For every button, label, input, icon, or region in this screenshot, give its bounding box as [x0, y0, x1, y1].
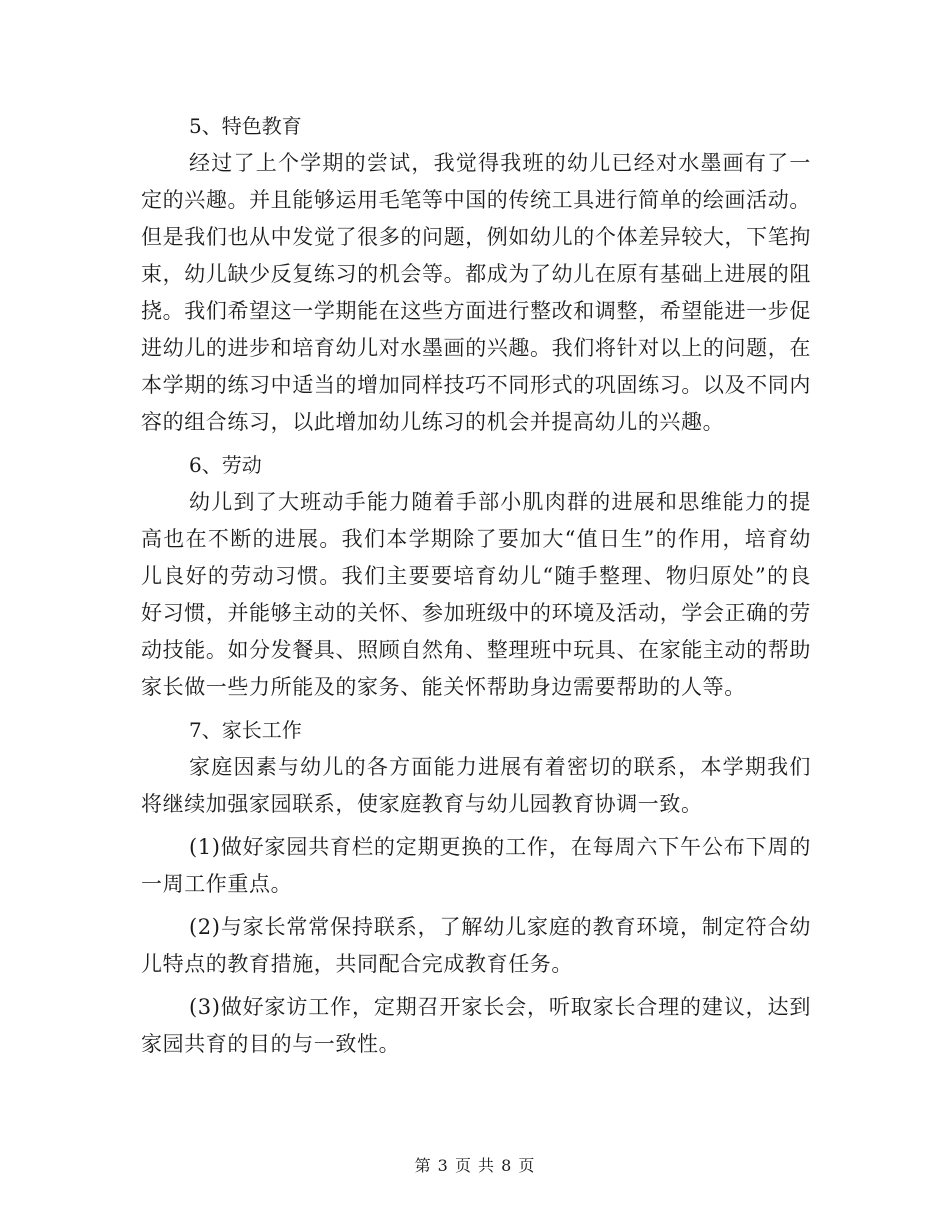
body-paragraph: 幼儿到了大班动手能力随着手部小肌肉群的进展和思维能力的提高也在不断的进展。我们本学期除了要加大“值日生”的作用，培育幼儿良好的劳动习惯。我们主要要培育幼儿“随手整理、物归原处”的良好习惯，并能够主动的关怀、参加班级中的环境及活动，学会正确的劳动技能。如分发餐具、照顾自然角、整理班中玩具、在家能主动的帮助家长做一些力所能及的家务、能关怀帮助身边需要帮助的人等。 [141, 490, 811, 699]
section-special-education [141, 108, 811, 441]
list-item-paragraph: (3)做好家访工作，定期召开家长会，听取家长合理的建议，达到家园共育的目的与一致性。 [141, 995, 811, 1056]
body-paragraph: 家庭因素与幼儿的各方面能力进展有着密切的联系，本学期我们将继续加强家园联系，使家庭教育与幼儿园教育协调一致。 [141, 755, 811, 816]
section-heading: 6、劳动 [189, 453, 262, 477]
page-number-footer: 第 3 页 共 8 页 [414, 1156, 536, 1175]
document-body [141, 108, 811, 1063]
section-heading: 7、家长工作 [189, 718, 302, 742]
section-parent-work [141, 712, 811, 1063]
body-paragraph: 经过了上个学期的尝试，我觉得我班的幼儿已经对水墨画有了一定的兴趣。并且能够运用毛笔等中国的传统工具进行简单的绘画活动。但是我们也从中发觉了很多的问题，例如幼儿的个体差异较大，下笔拘束，幼儿缺少反复练习的机会等。都成为了幼儿在原有基础上进展的阻挠。我们希望这一学期能在这些方面进行整改和调整，希望能进一步促进幼儿的进步和培育幼儿对水墨画的兴趣。我们将针对以上的问题，在本学期的练习中适当的增加同样技巧不同形式的巩固练习。以及不同内容的组合练习，以此增加幼儿练习的机会并提高幼儿的兴趣。 [141, 151, 811, 434]
list-item-paragraph: (2)与家长常常保持联系，了解幼儿家庭的教育环境，制定符合幼儿特点的教育措施，共同配合完成教育任务。 [141, 915, 811, 976]
section-heading: 5、特色教育 [189, 114, 302, 138]
section-labor [141, 447, 811, 706]
list-item-paragraph: (1)做好家园共育栏的定期更换的工作，在每周六下午公布下周的一周工作重点。 [141, 835, 811, 896]
